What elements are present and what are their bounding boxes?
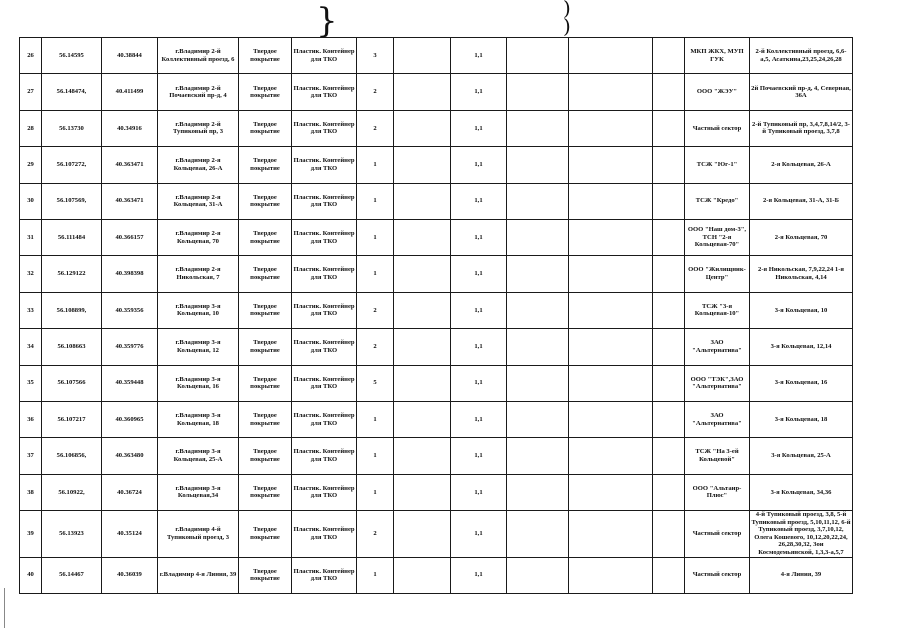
row-number: 33 xyxy=(20,292,42,328)
owner-cell: Частный сектор xyxy=(685,557,750,593)
address-cell: г.Владимир 2-й Коллективный проезд, 6 xyxy=(158,38,239,74)
address-cell: г.Владимир 2-й Тупиковый пр, 3 xyxy=(158,110,239,146)
served-objects-cell: 4-й Тупиковый проезд, 3,8, 5-й Тупиковый проезд, 5,10,11,12, 6-й Тупиковый проезд, 3,7,10,12, Олега Кошевого, 10,12,20,22,24, 26,28,30,32, Зои Космодемьянской, 1,3,3-а,5,7 xyxy=(751,511,851,556)
table-row xyxy=(20,256,853,292)
row-number: 27 xyxy=(20,74,42,110)
empty-cell xyxy=(507,511,569,557)
container-count-cell: 2 xyxy=(357,511,394,557)
served-objects-cell: 2-я Кольцевая, 26-А xyxy=(750,147,853,183)
empty-cell xyxy=(653,74,685,110)
empty-cell xyxy=(569,147,653,183)
empty-cell xyxy=(394,292,451,328)
empty-cell xyxy=(653,365,685,401)
surface-cell: Твердое покрытие xyxy=(239,183,292,219)
empty-cell xyxy=(569,329,653,365)
surface-cell: Твердое покрытие xyxy=(239,511,292,557)
latitude-cell: 56.14467 xyxy=(42,557,102,593)
surface-cell: Твердое покрытие xyxy=(239,557,292,593)
latitude-cell: 56.107566 xyxy=(42,365,102,401)
empty-cell xyxy=(569,557,653,593)
scan-brace-mark: ) xyxy=(563,0,571,20)
latitude-cell: 56.107569, xyxy=(42,183,102,219)
empty-cell xyxy=(507,401,569,437)
container-volume-cell: 1,1 xyxy=(451,401,507,437)
empty-cell xyxy=(507,329,569,365)
empty-cell xyxy=(394,183,451,219)
owner-cell: ЗАО "Альтернатива" xyxy=(685,329,750,365)
table-row xyxy=(20,329,853,365)
empty-cell xyxy=(569,38,653,74)
empty-cell xyxy=(653,557,685,593)
latitude-cell: 56.13730 xyxy=(42,110,102,146)
empty-cell xyxy=(653,38,685,74)
empty-cell xyxy=(507,38,569,74)
empty-cell xyxy=(394,74,451,110)
container-type-cell: Пластик. Контейнер для ТКО xyxy=(292,219,357,255)
container-count-cell: 1 xyxy=(357,474,394,510)
container-volume-cell: 1,1 xyxy=(451,74,507,110)
empty-cell xyxy=(394,256,451,292)
container-type-cell: Пластик. Контейнер для ТКО xyxy=(292,474,357,510)
owner-cell: ООО "ТЭК",ЗАО "Альтернатива" xyxy=(685,365,750,401)
container-volume-cell: 1,1 xyxy=(451,511,507,557)
address-cell: г.Владимир 2-я Никольская, 7 xyxy=(158,256,239,292)
latitude-cell: 56.13923 xyxy=(42,511,102,557)
owner-cell: ООО "ЖЭУ" xyxy=(685,74,750,110)
empty-cell xyxy=(569,256,653,292)
container-count-cell: 1 xyxy=(357,183,394,219)
owner-cell: ТСЖ "Юг-1" xyxy=(685,147,750,183)
row-number: 32 xyxy=(20,256,42,292)
served-objects-cell: 3-я Кольцевая, 16 xyxy=(750,365,853,401)
owner-cell: ТСЖ "На 3-ей Кольцевой" xyxy=(685,438,750,474)
table-row xyxy=(20,110,853,146)
latitude-cell: 56.10922, xyxy=(42,474,102,510)
served-objects-cell: 3-я Кольцевая, 18 xyxy=(750,401,853,437)
owner-cell: ТСЖ "Кредо" xyxy=(685,183,750,219)
longitude-cell: 40.35124 xyxy=(102,511,158,557)
scan-brace-mark: } xyxy=(316,1,338,41)
owner-cell: ООО "Жилищник-Центр" xyxy=(685,256,750,292)
container-volume-cell: 1,1 xyxy=(451,557,507,593)
empty-cell xyxy=(507,365,569,401)
empty-cell xyxy=(569,110,653,146)
empty-cell xyxy=(394,557,451,593)
container-count-cell: 1 xyxy=(357,219,394,255)
empty-cell xyxy=(653,438,685,474)
container-type-cell: Пластик. Контейнер для ТКО xyxy=(292,256,357,292)
container-count-cell: 1 xyxy=(357,147,394,183)
container-type-cell: Пластик. Контейнер для ТКО xyxy=(292,365,357,401)
longitude-cell: 40.34916 xyxy=(102,110,158,146)
longitude-cell: 40.360965 xyxy=(102,401,158,437)
address-cell: г.Владимир 2-й Почаевский пр-д, 4 xyxy=(158,74,239,110)
surface-cell: Твердое покрытие xyxy=(239,74,292,110)
served-objects-cell: 2-я Никольская, 7,9,22,24 1-я Никольская, 4,14 xyxy=(750,256,853,292)
empty-cell xyxy=(653,329,685,365)
empty-cell xyxy=(653,110,685,146)
address-cell: г.Владимир 3-я Кольцевая, 10 xyxy=(158,292,239,328)
table-row xyxy=(20,511,853,557)
empty-cell xyxy=(507,292,569,328)
served-objects-cell: 2й Почаевский пр-д, 4, Северная, 36А xyxy=(750,74,853,110)
empty-cell xyxy=(569,511,653,557)
empty-cell xyxy=(653,511,685,557)
empty-cell xyxy=(507,110,569,146)
row-number: 36 xyxy=(20,401,42,437)
empty-cell xyxy=(569,474,653,510)
row-number: 40 xyxy=(20,557,42,593)
container-type-cell: Пластик. Контейнер для ТКО xyxy=(292,557,357,593)
empty-cell xyxy=(569,438,653,474)
longitude-cell: 40.363471 xyxy=(102,183,158,219)
empty-cell xyxy=(507,147,569,183)
owner-cell: ТСЖ "3-я Кольцевая-10" xyxy=(685,292,750,328)
address-cell: г.Владимир 4-я Линия, 39 xyxy=(158,557,239,593)
surface-cell: Твердое покрытие xyxy=(239,38,292,74)
container-type-cell: Пластик. Контейнер для ТКО xyxy=(292,74,357,110)
empty-cell xyxy=(394,365,451,401)
container-volume-cell: 1,1 xyxy=(451,219,507,255)
served-objects-cell: 3-я Кольцевая, 34,36 xyxy=(750,474,853,510)
container-count-cell: 2 xyxy=(357,110,394,146)
surface-cell: Твердое покрытие xyxy=(239,438,292,474)
latitude-cell: 56.107217 xyxy=(42,401,102,437)
empty-cell xyxy=(507,256,569,292)
waste-site-registry-table xyxy=(19,37,853,594)
row-number: 31 xyxy=(20,219,42,255)
empty-cell xyxy=(394,438,451,474)
empty-cell xyxy=(569,219,653,255)
container-type-cell: Пластик. Контейнер для ТКО xyxy=(292,329,357,365)
empty-cell xyxy=(507,219,569,255)
empty-cell xyxy=(507,183,569,219)
table-row xyxy=(20,147,853,183)
container-count-cell: 1 xyxy=(357,256,394,292)
surface-cell: Твердое покрытие xyxy=(239,110,292,146)
owner-cell: Частный сектор xyxy=(685,511,750,557)
table-body xyxy=(20,38,853,594)
container-count-cell: 1 xyxy=(357,401,394,437)
empty-cell xyxy=(569,365,653,401)
surface-cell: Твердое покрытие xyxy=(239,147,292,183)
owner-cell: МКП ЖКХ, МУП ГУК xyxy=(685,38,750,74)
empty-cell xyxy=(569,74,653,110)
longitude-cell: 40.411499 xyxy=(102,74,158,110)
container-volume-cell: 1,1 xyxy=(451,292,507,328)
empty-cell xyxy=(394,511,451,557)
container-count-cell: 3 xyxy=(357,38,394,74)
address-cell: г.Владимир 3-я Кольцевая, 12 xyxy=(158,329,239,365)
surface-cell: Твердое покрытие xyxy=(239,292,292,328)
address-cell: г.Владимир 2-я Кольцевая, 31-А xyxy=(158,183,239,219)
scan-edge-line xyxy=(4,588,5,628)
table-row xyxy=(20,219,853,255)
surface-cell: Твердое покрытие xyxy=(239,219,292,255)
served-objects-cell: 3-я Кольцевая, 12,14 xyxy=(750,329,853,365)
longitude-cell: 40.38844 xyxy=(102,38,158,74)
container-volume-cell: 1,1 xyxy=(451,438,507,474)
container-type-cell: Пластик. Контейнер для ТКО xyxy=(292,292,357,328)
container-count-cell: 1 xyxy=(357,438,394,474)
container-volume-cell: 1,1 xyxy=(451,365,507,401)
table-row xyxy=(20,474,853,510)
container-volume-cell: 1,1 xyxy=(451,110,507,146)
longitude-cell: 40.359356 xyxy=(102,292,158,328)
container-count-cell: 5 xyxy=(357,365,394,401)
longitude-cell: 40.36039 xyxy=(102,557,158,593)
table-row xyxy=(20,183,853,219)
latitude-cell: 56.108899, xyxy=(42,292,102,328)
surface-cell: Твердое покрытие xyxy=(239,365,292,401)
address-cell: г.Владимир 3-я Кольцевая, 25-А xyxy=(158,438,239,474)
latitude-cell: 56.14595 xyxy=(42,38,102,74)
container-volume-cell: 1,1 xyxy=(451,38,507,74)
served-objects-cell: 3-я Кольцевая, 10 xyxy=(750,292,853,328)
empty-cell xyxy=(507,557,569,593)
longitude-cell: 40.36724 xyxy=(102,474,158,510)
row-number: 39 xyxy=(20,511,42,557)
empty-cell xyxy=(394,38,451,74)
owner-cell: Частный сектор xyxy=(685,110,750,146)
empty-cell xyxy=(507,474,569,510)
table-row xyxy=(20,38,853,74)
served-objects-cell: 2-й Коллективный проезд, 6,6-а,5, Асаткина,23,25,24,26,28 xyxy=(750,38,853,74)
container-count-cell: 2 xyxy=(357,329,394,365)
address-cell: г.Владимир 3-я Кольцевая, 16 xyxy=(158,365,239,401)
container-volume-cell: 1,1 xyxy=(451,183,507,219)
row-number: 28 xyxy=(20,110,42,146)
table-row xyxy=(20,401,853,437)
longitude-cell: 40.363480 xyxy=(102,438,158,474)
container-type-cell: Пластик. Контейнер для ТКО xyxy=(292,38,357,74)
container-type-cell: Пластик. Контейнер для ТКО xyxy=(292,110,357,146)
longitude-cell: 40.366157 xyxy=(102,219,158,255)
latitude-cell: 56.111484 xyxy=(42,219,102,255)
empty-cell xyxy=(507,74,569,110)
table-row xyxy=(20,557,853,593)
surface-cell: Твердое покрытие xyxy=(239,401,292,437)
latitude-cell: 56.107272, xyxy=(42,147,102,183)
longitude-cell: 40.363471 xyxy=(102,147,158,183)
address-cell: г.Владимир 3-я Кольцевая, 18 xyxy=(158,401,239,437)
row-number: 38 xyxy=(20,474,42,510)
longitude-cell: 40.398398 xyxy=(102,256,158,292)
owner-cell: ООО "Наш дом-3", ТСН "2-я Кольцевая-70" xyxy=(685,219,750,255)
served-objects-cell: 2-я Кольцевая, 31-А, 31-Б xyxy=(750,183,853,219)
empty-cell xyxy=(653,183,685,219)
container-type-cell: Пластик. Контейнер для ТКО xyxy=(292,147,357,183)
latitude-cell: 56.108663 xyxy=(42,329,102,365)
served-objects-cell: 2-я Кольцевая, 70 xyxy=(750,219,853,255)
table-row xyxy=(20,74,853,110)
row-number: 35 xyxy=(20,365,42,401)
table-row xyxy=(20,438,853,474)
empty-cell xyxy=(653,474,685,510)
container-count-cell: 1 xyxy=(357,557,394,593)
address-cell: г.Владимир 3-я Кольцевая,34 xyxy=(158,474,239,510)
row-number: 26 xyxy=(20,38,42,74)
empty-cell xyxy=(394,147,451,183)
container-count-cell: 2 xyxy=(357,292,394,328)
row-number: 37 xyxy=(20,438,42,474)
longitude-cell: 40.359776 xyxy=(102,329,158,365)
container-volume-cell: 1,1 xyxy=(451,147,507,183)
address-cell: г.Владимир 2-я Кольцевая, 70 xyxy=(158,219,239,255)
latitude-cell: 56.106856, xyxy=(42,438,102,474)
empty-cell xyxy=(653,219,685,255)
longitude-cell: 40.359448 xyxy=(102,365,158,401)
empty-cell xyxy=(394,110,451,146)
owner-cell: ЗАО "Альтернатива" xyxy=(685,401,750,437)
empty-cell xyxy=(653,401,685,437)
address-cell: г.Владимир 4-й Тупиковый проезд, 3 xyxy=(158,511,239,557)
owner-cell: ООО "Альтаир-Плюс" xyxy=(685,474,750,510)
container-type-cell: Пластик. Контейнер для ТКО xyxy=(292,183,357,219)
empty-cell xyxy=(394,219,451,255)
container-volume-cell: 1,1 xyxy=(451,329,507,365)
table-row xyxy=(20,292,853,328)
container-type-cell: Пластик. Контейнер для ТКО xyxy=(292,438,357,474)
empty-cell xyxy=(569,401,653,437)
container-volume-cell: 1,1 xyxy=(451,474,507,510)
empty-cell xyxy=(394,474,451,510)
empty-cell xyxy=(653,256,685,292)
served-objects-cell: 3-я Кольцевая, 25-А xyxy=(750,438,853,474)
container-type-cell: Пластик. Контейнер для ТКО xyxy=(292,401,357,437)
table-row xyxy=(20,365,853,401)
empty-cell xyxy=(653,292,685,328)
row-number: 34 xyxy=(20,329,42,365)
container-volume-cell: 1,1 xyxy=(451,256,507,292)
empty-cell xyxy=(394,329,451,365)
served-objects-cell: 2-й Тупиковый пр, 3,4,7,8,14/2, 3-й Тупиковый проезд, 3,7,8 xyxy=(750,110,853,146)
latitude-cell: 56.129122 xyxy=(42,256,102,292)
empty-cell xyxy=(394,401,451,437)
row-number: 30 xyxy=(20,183,42,219)
surface-cell: Твердое покрытие xyxy=(239,329,292,365)
row-number: 29 xyxy=(20,147,42,183)
address-cell: г.Владимир 2-я Кольцевая, 26-А xyxy=(158,147,239,183)
served-objects-cell: 4-я Линия, 39 xyxy=(750,557,853,593)
surface-cell: Твердое покрытие xyxy=(239,474,292,510)
latitude-cell: 56.148474, xyxy=(42,74,102,110)
container-count-cell: 2 xyxy=(357,74,394,110)
empty-cell xyxy=(507,438,569,474)
empty-cell xyxy=(569,292,653,328)
surface-cell: Твердое покрытие xyxy=(239,256,292,292)
empty-cell xyxy=(569,183,653,219)
container-type-cell: Пластик. Контейнер для ТКО xyxy=(292,511,357,557)
empty-cell xyxy=(653,147,685,183)
scan-brace-mark: ) xyxy=(563,14,571,38)
